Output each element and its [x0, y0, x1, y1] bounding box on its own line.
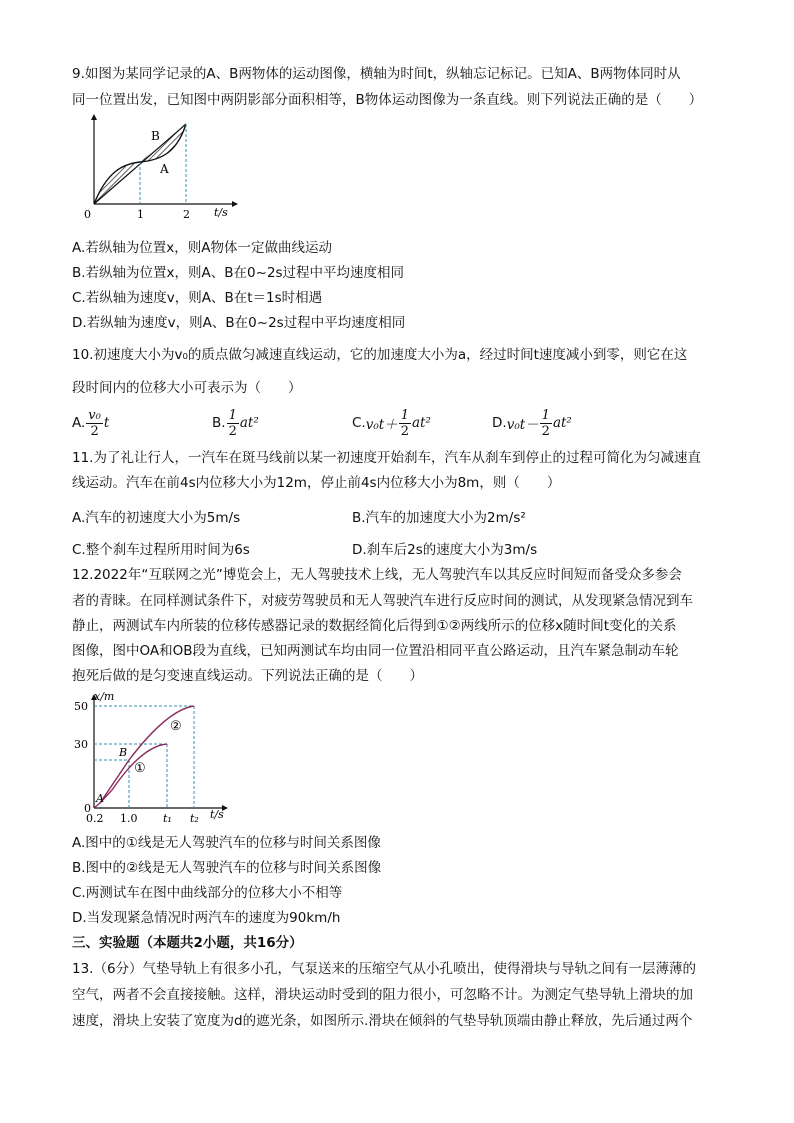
tick-0: 0	[84, 208, 91, 221]
x-axis-label: t/s	[210, 808, 224, 821]
q10-option-b: B. $\frac{1}{2}$ at²	[212, 407, 259, 439]
label-A: A	[160, 162, 169, 176]
q10-option-a: A. $\frac{\text{v₀}}{2}$ t	[72, 407, 110, 439]
y-axis-label: x/m	[94, 690, 115, 703]
x-axis-label: t/s	[214, 206, 228, 219]
q11-stem-line1: 11.为了礼让行人，一汽车在斑马线前以某一初速度开始刹车，汽车从刹车到停止的过程可简化为匀减速直	[72, 450, 701, 466]
q9-option-c: C.若纵轴为速度v，则A、B在t＝1s时相遇	[72, 290, 323, 306]
tick-1: 1	[137, 208, 144, 221]
q12-option-c: C.两测试车在图中曲线部分的位移大小不相等	[72, 885, 343, 901]
q11-stem-line2: 线运动。汽车在前4s内位移大小为12m，停止前4s内位移大小为8m，则（ ）	[72, 475, 561, 491]
q12-option-d: D.当发现紧急情况时两汽车的速度为90km/h	[72, 910, 341, 926]
q10-options	[72, 403, 732, 443]
label-B: B	[119, 746, 128, 759]
q12-option-b: B.图中的②线是无人驾驶汽车的位移与时间关系图像	[72, 860, 382, 876]
q9-stem-line1: 9.如图为某同学记录的A、B两物体的运动图像，横轴为时间t，纵轴忘记标记。已知A、B两物体同时从	[72, 66, 681, 82]
q12-stem-line3: 静止，两测试车内所装的位移传感器记录的数据经简化后得到①②两线所示的位移x随时间t变化的关系	[72, 618, 677, 634]
label-2: ②	[170, 719, 182, 734]
q9-option-b: B.若纵轴为位置x，则A、B在0~2s过程中平均速度相同	[72, 265, 405, 281]
q12-stem-line5: 抱死后做的是匀变速直线运动。下列说法正确的是（ ）	[72, 668, 423, 684]
q13-line3: 速度，滑块上安装了宽度为d的遮光条，如图所示.滑块在倾斜的气垫导轨顶端由静止释放，先后通过两个	[72, 1013, 693, 1029]
q12-option-a: A.图中的①线是无人驾驶汽车的位移与时间关系图像	[72, 835, 381, 851]
x-tick-t2: t₂	[190, 812, 199, 825]
label-B: B	[151, 129, 160, 143]
q13-line2: 空气，两者不会直接接触。这样，滑块运动时受到的阻力很小，可忽略不计。为测定气垫导轨上滑块的加	[72, 987, 693, 1003]
q13-line1: 13.（6分）气垫导轨上有很多小孔，气泵送来的压缩空气从小孔喷出，使得滑块与导轨之间有一层薄薄的	[72, 961, 697, 977]
tick-2: 2	[183, 208, 190, 221]
q10-stem-line1: 10.初速度大小为v₀的质点做匀减速直线运动，它的加速度大小为a，经过时间t速度减小到零，则它在这	[72, 347, 688, 363]
y-tick-30: 30	[74, 738, 88, 751]
section3-heading: 三、实验题（本题共2小题，共16分）	[72, 935, 303, 951]
q12-stem-line2: 者的青睐。在同样测试条件下，对疲劳驾驶员和无人驾驶汽车进行反应时间的测试，从发现紧急情况到车	[72, 593, 693, 609]
q10-option-c: C. v₀t＋ $\frac{1}{2}$ at²	[352, 407, 431, 439]
q11-option-d: D.刹车后2s的速度大小为3m/s	[352, 542, 538, 558]
y-tick-50: 50	[74, 700, 88, 713]
q10-stem-line2: 段时间内的位移大小可表示为（ ）	[72, 380, 302, 396]
x-tick-1-0: 1.0	[120, 812, 138, 825]
q11-option-c: C.整个刹车过程所用时间为6s	[72, 542, 250, 558]
q12-stem-line4: 图像，图中OA和OB段为直线，已知两测试车均由同一位置沿相同平直公路运动，且汽车紧急制动车轮	[72, 643, 679, 659]
x-tick-t1: t₁	[163, 812, 172, 825]
label-A: A	[96, 792, 104, 805]
q9-option-d: D.若纵轴为速度v，则A、B在0~2s过程中平均速度相同	[72, 315, 406, 331]
q12-displacement-graph	[72, 690, 242, 828]
q11-option-b: B.汽车的加速度大小为2m/s²	[352, 510, 526, 526]
q9-option-a: A.若纵轴为位置x，则A物体一定做曲线运动	[72, 240, 333, 256]
origin: 0	[84, 802, 91, 815]
q11-option-a: A.汽车的初速度大小为5m/s	[72, 510, 241, 526]
q10-option-d: D. v₀t－ $\frac{1}{2}$ at²	[492, 407, 572, 439]
q12-stem-line1: 12.2022年“互联网之光”博览会上，无人驾驶技术上线，无人驾驶汽车以其反应时间短而备受众多参会	[72, 567, 682, 583]
q9-stem-line2: 同一位置出发，已知图中两阴影部分面积相等，B物体运动图像为一条直线。则下列说法正确的是（ ）	[72, 92, 703, 108]
label-1: ①	[134, 761, 146, 776]
q9-motion-graph	[72, 112, 242, 224]
x-tick-0-2: 0.2	[86, 812, 104, 825]
